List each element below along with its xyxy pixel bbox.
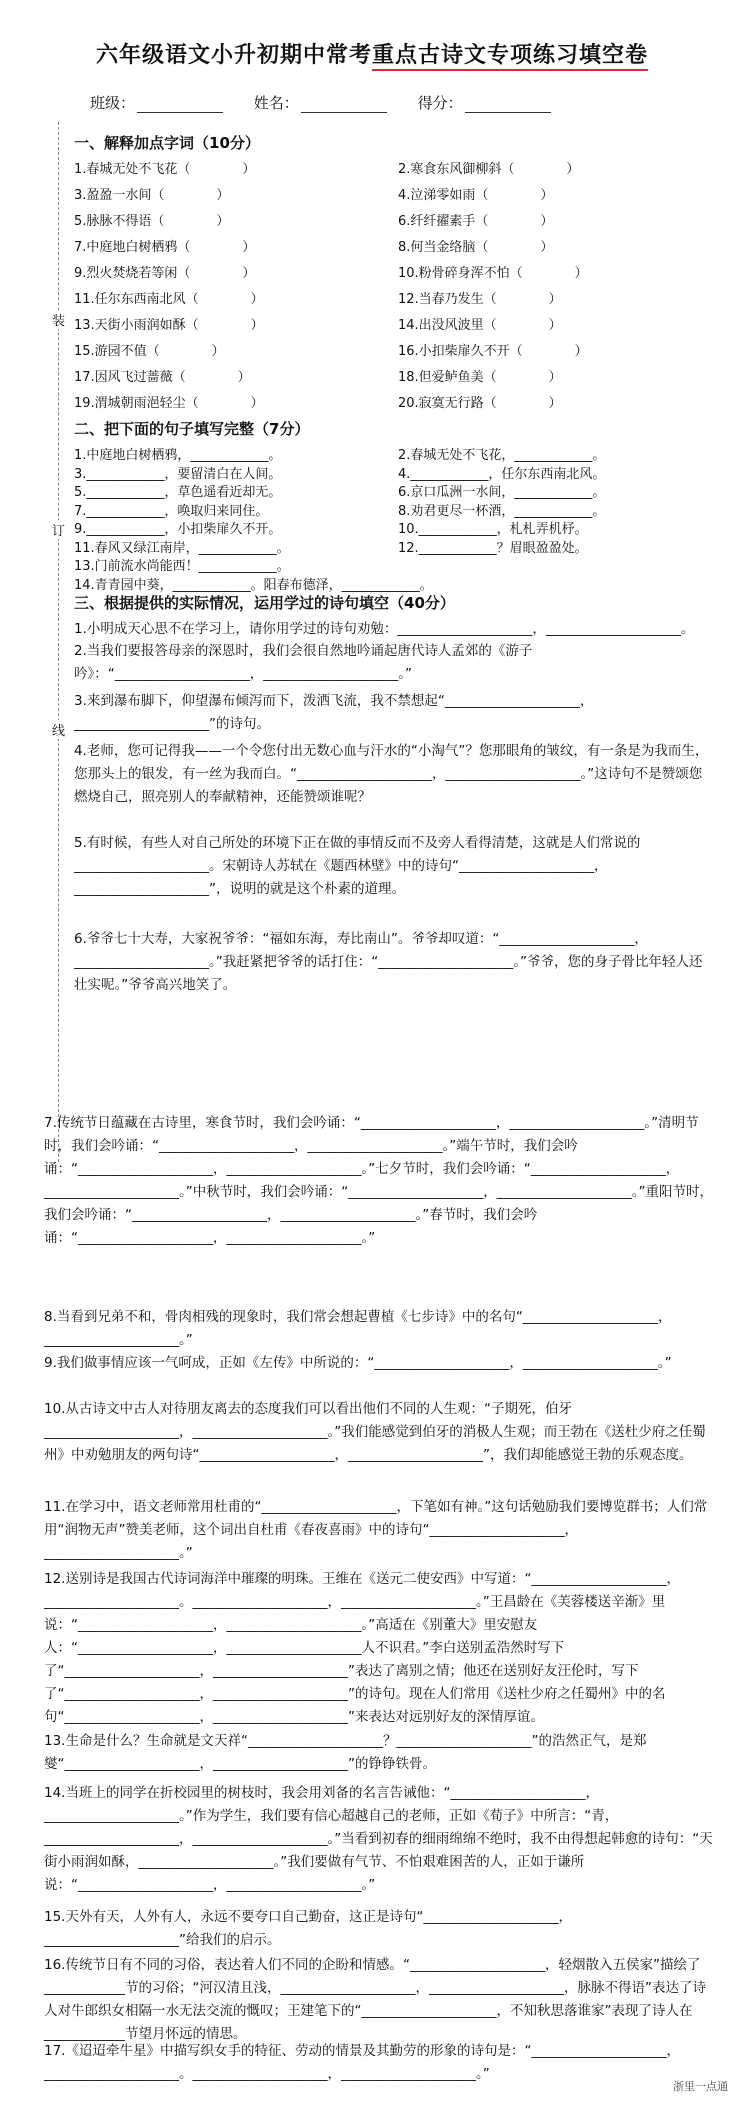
class-field[interactable]: 班级： xyxy=(90,92,223,113)
q1-item: 6.纤纤擢素手（ ） xyxy=(398,214,554,229)
margin-char: 订 xyxy=(52,520,65,539)
q2-item: 14.青青园中葵，____________。阳春布德泽，____________。 xyxy=(74,577,433,593)
binding-line xyxy=(58,122,59,1162)
q3-8: 8.当看到兄弟不和，骨肉相残的现象时，我们常会想起曹植《七步诗》中的名句“____________________，____________________。” xyxy=(44,1309,672,1348)
margin-char: 线 xyxy=(52,720,65,739)
q1-item: 20.寂寞无行路（ ） xyxy=(398,396,562,411)
q3-10: 10.从古诗文中古人对待朋友离去的态度我们可以看出他们不同的人生观：“子期死，伯牙____________________，____________________。”我们能感觉到伯牙的消极人生观；而王勃在《送杜少府之任蜀州》中劝勉朋友的两句诗“____________________，____________________”，我们却能感觉王勃的乐观态度。 xyxy=(44,1401,706,1463)
q3-17: 17.《迢迢牵牛星》中描写织女手的特征、劳动的情景及其勤劳的形象的诗句是：“____________________，____________________。____________________，____________________。” xyxy=(44,2043,680,2082)
q3-5: 5.有时候，有些人对自己所处的环境下正在做的事情反而不及旁人看得清楚，这就是人们常说的____________________。宋朝诗人苏轼在《题西林壁》中的诗句“____________________，____________________”，说明的就是这个朴素的道理。 xyxy=(74,835,641,897)
q2-item: 1.中庭地白树栖鸦，____________。 xyxy=(74,448,282,463)
page-title: 六年级语文小升初期中常考重点古诗文专项练习填空卷 xyxy=(0,38,744,69)
q1-item: 15.游园不值（ ） xyxy=(74,344,225,359)
q2-item: 8.劝君更尽一杯酒，____________。 xyxy=(398,503,606,519)
name-field[interactable]: 姓名： xyxy=(254,92,387,113)
q3-14: 14.当班上的同学在折校园里的树枝时，我会用刘备的名言告诫他：“____________________，____________________。”作为学生，我们要有信心超越自己的老师，正如《荀子》中所言：“青，____________________，____________________。”当看到初春的细雨绵绵不绝时，我不由得想起韩愈的诗句：“天街小雨润如酥，____________________。”我们要做有气节、不怕艰难困苦的人，正如于谦所说：“____________________，____________________。” xyxy=(44,1785,713,1893)
q2-item: 12.____________？眉眼盈盈处。 xyxy=(398,540,588,556)
q2-item: 13.门前流水尚能西！____________。 xyxy=(74,559,290,574)
section-3-heading: 三、根据提供的实际情况，运用学过的诗句填空（40分） xyxy=(74,594,455,612)
q1-item: 2.寒食东风御柳斜（ ） xyxy=(398,162,580,177)
q1-item: 14.出没风波里（ ） xyxy=(398,318,562,333)
q3-4: 4.老师，您可记得我——一个令您付出无数心血与汗水的“小淘气”？您那眼角的皱纹，有一条是为我而生，您那头上的银发，有一丝为我而白。“____________________，____________________。”这诗句不是赞颂您燃烧自己，照亮别人的奉献精神，还能赞颂谁呢？ xyxy=(74,743,709,805)
q1-item: 17.因风飞过蔷薇（ ） xyxy=(74,370,251,385)
q1-item: 12.当春乃发生（ ） xyxy=(398,292,562,307)
q1-item: 7.中庭地白树栖鸦（ ） xyxy=(74,240,256,255)
margin-char: 装 xyxy=(52,310,65,329)
q3-2: 2.当我们要报答母亲的深恩时，我们会很自然地吟诵起唐代诗人孟郊的《游子吟》：“____________________，____________________。” xyxy=(74,643,533,682)
q3-15: 15.天外有天，人外有人，永远不要夸口自己勤奋，这正是诗句“____________________，____________________”给我们的启示。 xyxy=(44,1909,572,1948)
q1-item: 19.渭城朝雨浥轻尘（ ） xyxy=(74,396,264,411)
q3-16: 16.传统节日有不同的习俗，表达着人们不同的企盼和情感。“____________________，轻烟散入五侯家”描绘了____________节的习俗；“河汉清且浅，____________________，____________________，脉脉不得语”表达了诗人对牛郎织女相隔一水无法交流的慨叹；王建笔下的“____________________，不知秋思落谁家”表现了诗人在____________节望月怀远的情思。 xyxy=(44,1957,706,2042)
q3-1: 1.小明成天心思不在学习上，请你用学过的诗句劝勉：____________________，____________________。 xyxy=(74,621,695,637)
q2-item: 10.____________，札札弄机杼。 xyxy=(398,522,588,537)
q1-item: 4.泣涕零如雨（ ） xyxy=(398,188,554,203)
section-2-heading: 二、把下面的句子填写完整（7分） xyxy=(74,420,310,438)
student-info xyxy=(90,92,710,113)
section-1-heading: 一、解释加点字词（10分） xyxy=(74,134,260,152)
score-field[interactable]: 得分： xyxy=(418,92,551,113)
q2-item: 2.春城无处不飞花，____________。 xyxy=(398,448,606,463)
q1-item: 3.盈盈一水间（ ） xyxy=(74,188,230,203)
q3-11: 11.在学习中，语文老师常用杜甫的“____________________，下笔如有神。”这句话勉励我们要博览群书；人们常用“润物无声”赞美老师，这个词出自杜甫《春夜喜雨》中的诗句“____________________，____________________。” xyxy=(44,1499,708,1561)
q1-item: 18.但爱鲈鱼美（ ） xyxy=(398,370,562,385)
q1-item: 1.春城无处不飞花（ ） xyxy=(74,162,256,177)
q2-item: 3.____________，要留清白在人间。 xyxy=(74,466,282,482)
q1-item: 9.烈火焚烧若等闲（ ） xyxy=(74,266,256,281)
q3-3: 3.来到瀑布脚下，仰望瀑布倾泻而下，泼洒飞流，我不禁想起“____________________，____________________”的诗句。 xyxy=(74,693,594,732)
title-underlined: 重点古诗文专项练习填空卷 xyxy=(372,43,648,71)
q1-item: 5.脉脉不得语（ ） xyxy=(74,214,230,229)
q1-item: 8.何当金络脑（ ） xyxy=(398,240,554,255)
q2-item: 5.____________，草色遥看近却无。 xyxy=(74,485,282,500)
q2-item: 4.____________，任尔东西南北风。 xyxy=(398,466,606,482)
q3-7: 7.传统节日蕴藏在古诗里，寒食节时，我们会吟诵：“____________________，____________________。”清明节时，我们会吟诵：“____________________，____________________。”端午节时，我们会吟诵：“____________________，____________________。”七夕节时，我们会吟诵：“____________________，____________________。”中秋节时，我们会吟诵：“____________________，____________________。”重阳节时，我们会吟诵：“____________________，____________________。”春节时，我们会吟诵：“____________________，____________________。” xyxy=(44,1115,713,1246)
footer-watermark: 浙里一点通 xyxy=(673,2080,728,2093)
q3-12: 12.送别诗是我国古代诗词海洋中璀璨的明珠。王维在《送元二使安西》中写道：“____________________，____________________。____________________，____________________。”王昌龄在《芙蓉楼送辛渐》里说：“____________________，____________________。”高适在《别董大》里安慰友人：“____________________，____________________人不识君。”李白送别孟浩然时写下了“____________________，____________________”表达了离别之情；他还在送别好友汪伦时，写下了“____________________，____________________”的诗句。现在人们常用《送杜少府之任蜀州》中的名句“____________________，____________________”来表达对远别好友的深情厚谊。 xyxy=(44,1571,680,1725)
q2-item: 11.春风又绿江南岸，____________。 xyxy=(74,540,290,556)
q1-item: 16.小扣柴扉久不开（ ） xyxy=(398,344,588,359)
q1-item: 10.粉骨碎身浑不怕（ ） xyxy=(398,266,588,281)
q2-item: 6.京口瓜洲一水间，____________。 xyxy=(398,485,606,500)
q3-13: 13.生命是什么？生命就是文天祥“____________________？____________________”的浩然正气，是郑燮“____________________，____________________”的铮铮铁骨。 xyxy=(44,1733,647,1772)
q1-item: 13.天街小雨润如酥（ ） xyxy=(74,318,264,333)
q3-9: 9.我们做事情应该一气呵成，正如《左传》中所说的：“____________________，____________________。” xyxy=(44,1355,672,1371)
q3-6: 6.爷爷七十大寿，大家祝爷爷：“福如东海，寿比南山”。爷爷却叹道：“____________________，____________________。”我赶紧把爷爷的话打住：“____________________。”爷爷，您的身子骨比年轻人还壮实呢。”爷爷高兴地笑了。 xyxy=(74,931,703,993)
q1-item: 11.任尔东西南北风（ ） xyxy=(74,292,264,307)
q2-item: 7.____________，唤取归来同住。 xyxy=(74,503,269,519)
q2-item: 9.____________，小扣柴扉久不开。 xyxy=(74,522,282,537)
